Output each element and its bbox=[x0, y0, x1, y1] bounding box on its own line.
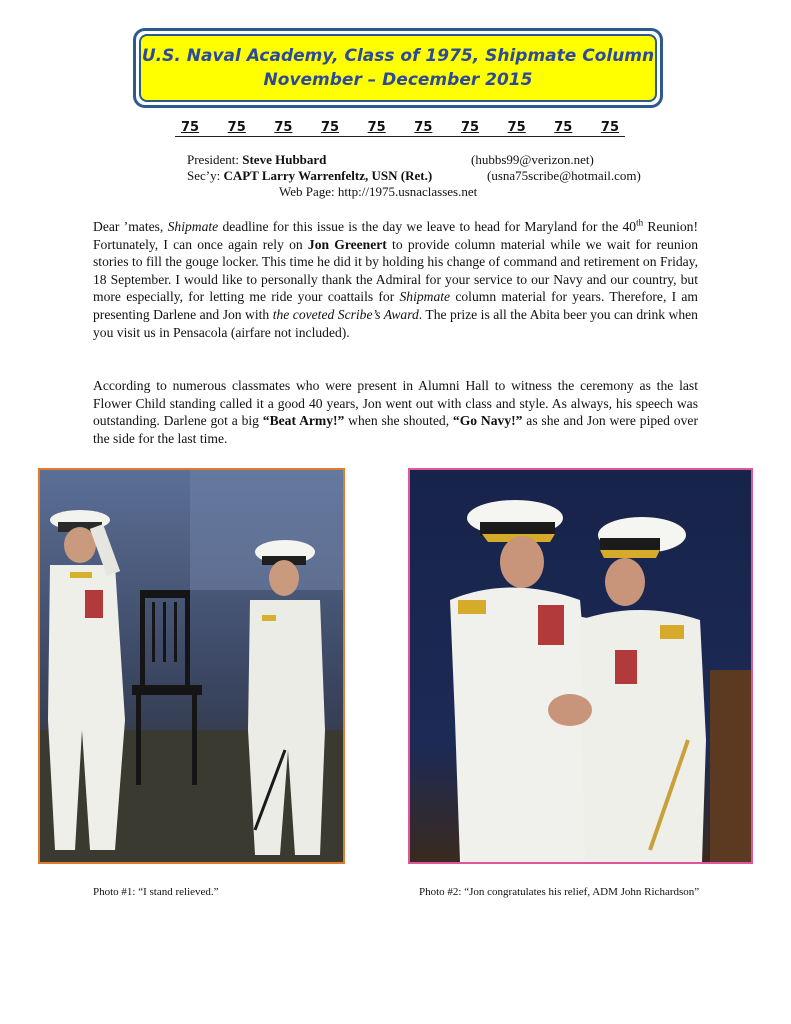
secretary-label: Sec’y: bbox=[187, 168, 221, 183]
p1-superscript: th bbox=[636, 217, 644, 228]
photo-2-image bbox=[410, 470, 751, 862]
p1-award: the coveted Scribe’s Award bbox=[272, 306, 419, 322]
paragraph-intro bbox=[93, 218, 698, 341]
president-line bbox=[187, 152, 326, 168]
photo-1-image bbox=[40, 470, 343, 862]
banner-subtitle: November – December 2015 bbox=[263, 70, 533, 90]
photo-1 bbox=[38, 468, 345, 864]
class-mark: 75 bbox=[227, 120, 246, 135]
class-year-row bbox=[175, 117, 625, 137]
class-mark: 75 bbox=[367, 120, 386, 135]
secretary-line bbox=[187, 168, 432, 184]
paragraph-ceremony bbox=[93, 377, 698, 447]
secretary-email[interactable]: (usna75scribe@hotmail.com) bbox=[487, 168, 641, 183]
p1-text: . The prize is all the Abita beer you can drink when you visit us in Pensacola (airfare not included). bbox=[93, 306, 698, 340]
title-banner-inner bbox=[139, 34, 657, 102]
president-email[interactable]: (hubbs99@verizon.net) bbox=[471, 152, 594, 167]
class-mark: 75 bbox=[414, 120, 433, 135]
class-mark: 75 bbox=[320, 120, 340, 135]
president-name: Steve Hubbard bbox=[242, 152, 327, 167]
banner-title: U.S. Naval Academy, Class of 1975, Shipmate Column bbox=[141, 46, 655, 66]
p1-name: Jon Greenert bbox=[307, 236, 387, 252]
p1-text: to provide column material while we wait for reunion stories to fill the gouge locker. This time he did it by holding his change of command and retirement on Friday, 18 September. I would like to personally thank the Admiral for your service to our Navy and our country, but more especially, for letting me ride your coattails for bbox=[93, 236, 698, 305]
p1-shipmate: Shipmate bbox=[399, 289, 451, 305]
photo-1-caption: Photo #1: “I stand relieved.” bbox=[93, 886, 219, 898]
p2-text: as she and Jon were piped over the side for the last time. bbox=[93, 413, 698, 446]
p1-text: deadline for this issue is the day we leave to head for Maryland for the 40 bbox=[218, 219, 637, 234]
p2-go-navy: “Go Navy!” bbox=[452, 413, 523, 429]
photo-2 bbox=[408, 468, 753, 864]
photo-2-caption: Photo #2: “Jon congratulates his relief, ADM John Richardson” bbox=[419, 886, 700, 898]
p1-shipmate: Shipmate bbox=[167, 219, 219, 234]
title-banner bbox=[133, 28, 663, 108]
class-mark: 75 bbox=[460, 120, 480, 135]
president-label: President: bbox=[187, 152, 239, 167]
p2-text: when she shouted, bbox=[344, 413, 453, 429]
p1-text: column material for years. Therefore, I am presenting Darlene and Jon with bbox=[93, 289, 698, 322]
p2-text: According to numerous classmates who were present in Alumni Hall to witness the ceremony as the last Flower Child standing called it a good 40 years, Jon went out with class and style. As always, his speech was outstanding. Darlene got a big bbox=[93, 378, 698, 429]
class-mark: 75 bbox=[600, 120, 619, 135]
secretary-name: CAPT Larry Warrenfeltz, USN (Ret.) bbox=[223, 168, 433, 183]
class-mark: 75 bbox=[507, 120, 526, 135]
class-mark: 75 bbox=[181, 120, 200, 135]
class-mark: 75 bbox=[274, 120, 293, 135]
p1-text: Reunion! Fortunately, I can once again rely on bbox=[93, 219, 698, 252]
class-mark: 75 bbox=[554, 120, 573, 135]
p2-beat-army: “Beat Army!” bbox=[262, 413, 345, 429]
web-page-link[interactable]: Web Page: http://1975.usnaclasses.net bbox=[279, 184, 478, 199]
p1-text: Dear ’mates, bbox=[93, 219, 168, 234]
